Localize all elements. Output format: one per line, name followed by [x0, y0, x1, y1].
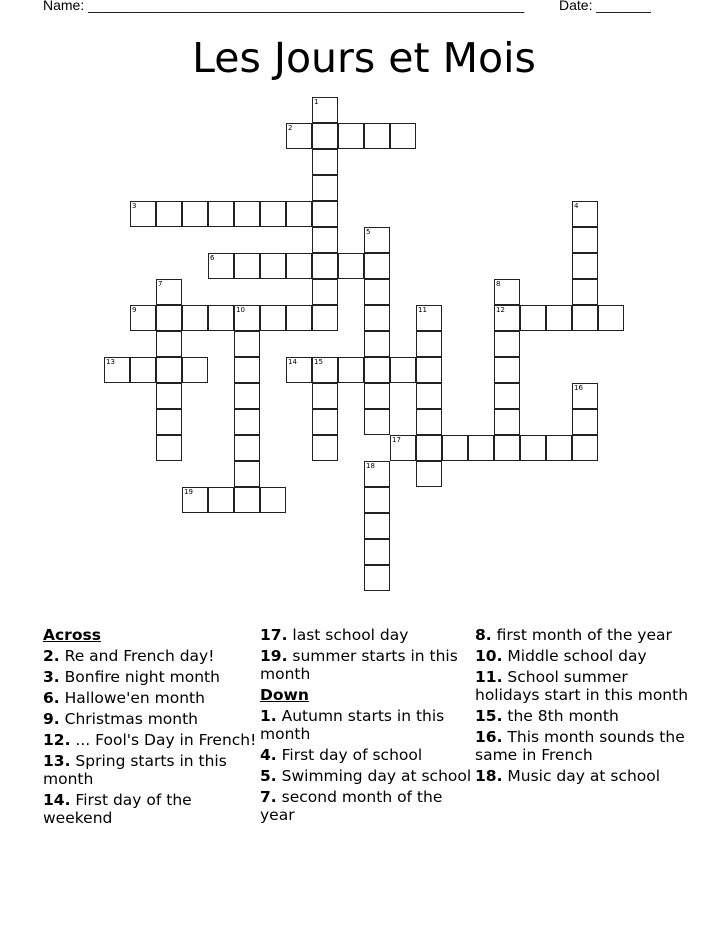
grid-cell[interactable]: [364, 227, 390, 253]
clue-number: 17.: [260, 626, 288, 644]
grid-cell[interactable]: [364, 279, 390, 305]
grid-cell[interactable]: [494, 435, 520, 461]
grid-cell[interactable]: [416, 383, 442, 409]
clue-number: 3: [132, 202, 137, 210]
grid-cell[interactable]: [416, 357, 442, 383]
clue-item: [43, 731, 258, 749]
grid-cell[interactable]: [390, 357, 416, 383]
clue-text: First day of the weekend: [43, 791, 192, 827]
grid-cell[interactable]: [234, 409, 260, 435]
clue-column-3: [475, 626, 690, 788]
grid-cell[interactable]: [572, 253, 598, 279]
clue-text: Spring starts in this month: [43, 752, 227, 788]
clue-text: first month of the year: [496, 626, 672, 644]
grid-cell[interactable]: [286, 305, 312, 331]
grid-cell[interactable]: [260, 201, 286, 227]
clue-text: Middle school day: [507, 647, 647, 665]
grid-cell[interactable]: [364, 487, 390, 513]
grid-cell[interactable]: [234, 253, 260, 279]
grid-cell[interactable]: [104, 357, 130, 383]
grid-cell[interactable]: [234, 305, 260, 331]
grid-cell[interactable]: [572, 201, 598, 227]
grid-cell[interactable]: [234, 201, 260, 227]
grid-cell[interactable]: [572, 227, 598, 253]
name-field[interactable]: Name: ________________________________________________________: [43, 0, 525, 13]
clue-number: 10: [236, 306, 245, 314]
clue-text: This month sounds the same in French: [475, 728, 685, 764]
grid-cell[interactable]: [468, 435, 494, 461]
clue-text: Swimming day at school: [281, 767, 472, 785]
clue-text: Autumn starts in this month: [260, 707, 445, 743]
clue-number: 12: [496, 306, 505, 314]
grid-cell[interactable]: [338, 357, 364, 383]
clue-text: last school day: [292, 626, 409, 644]
grid-cell[interactable]: [494, 331, 520, 357]
grid-cell[interactable]: [572, 409, 598, 435]
clue-number: 15.: [475, 707, 503, 725]
grid-cell[interactable]: [312, 357, 338, 383]
grid-cell[interactable]: [572, 383, 598, 409]
date-field[interactable]: Date: _______: [559, 0, 651, 13]
clue-number: 13: [106, 358, 115, 366]
clue-number: 11.: [475, 668, 503, 686]
grid-cell[interactable]: [260, 305, 286, 331]
clue-text: Hallowe'en month: [64, 689, 205, 707]
clue-number: 7.: [260, 788, 277, 806]
grid-cell[interactable]: [364, 331, 390, 357]
grid-cell[interactable]: [520, 435, 546, 461]
grid-cell[interactable]: [494, 305, 520, 331]
grid-cell[interactable]: [182, 201, 208, 227]
grid-cell[interactable]: [234, 331, 260, 357]
grid-cell[interactable]: [234, 461, 260, 487]
clue-item: [260, 707, 475, 743]
clue-item: [260, 767, 475, 785]
grid-cell[interactable]: [364, 539, 390, 565]
grid-cell[interactable]: [156, 409, 182, 435]
grid-cell[interactable]: [364, 513, 390, 539]
grid-cell[interactable]: [494, 279, 520, 305]
clue-number: 8: [496, 280, 501, 288]
page-title: Les Jours et Mois: [192, 34, 536, 82]
clue-number: 4: [574, 202, 579, 210]
clue-text: Christmas month: [64, 710, 199, 728]
clue-text: Bonfire night month: [64, 668, 220, 686]
clue-number: 13.: [43, 752, 71, 770]
clue-number: 1: [314, 98, 319, 106]
grid-cell[interactable]: [312, 253, 338, 279]
clue-column-1: [43, 626, 258, 830]
grid-cell[interactable]: [312, 305, 338, 331]
clue-item: [260, 746, 475, 764]
grid-cell[interactable]: [416, 435, 442, 461]
grid-cell[interactable]: [182, 487, 208, 513]
grid-cell[interactable]: [312, 227, 338, 253]
clue-text: Music day at school: [507, 767, 661, 785]
grid-cell[interactable]: [130, 305, 156, 331]
clue-item: [43, 647, 258, 665]
clue-number: 12.: [43, 731, 71, 749]
clue-item: [475, 728, 690, 764]
grid-cell[interactable]: [364, 409, 390, 435]
clue-item: [475, 767, 690, 785]
clue-text: summer starts in this month: [260, 647, 458, 683]
grid-cell[interactable]: [364, 383, 390, 409]
clue-number: 10.: [475, 647, 503, 665]
grid-cell[interactable]: [364, 565, 390, 591]
clue-number: 14: [288, 358, 297, 366]
grid-cell[interactable]: [494, 409, 520, 435]
grid-cell[interactable]: [416, 461, 442, 487]
grid-cell[interactable]: [312, 383, 338, 409]
grid-cell[interactable]: [312, 201, 338, 227]
grid-cell[interactable]: [312, 149, 338, 175]
grid-cell[interactable]: [364, 461, 390, 487]
grid-cell[interactable]: [364, 305, 390, 331]
grid-cell[interactable]: [572, 435, 598, 461]
clue-number: 6.: [43, 689, 60, 707]
grid-cell[interactable]: [286, 201, 312, 227]
grid-cell[interactable]: [546, 435, 572, 461]
grid-cell[interactable]: [416, 305, 442, 331]
grid-cell[interactable]: [338, 123, 364, 149]
grid-cell[interactable]: [156, 201, 182, 227]
grid-cell[interactable]: [312, 123, 338, 149]
clue-number: 16.: [475, 728, 503, 746]
clue-number: 16: [574, 384, 583, 392]
grid-cell[interactable]: [208, 487, 234, 513]
clue-item: [475, 668, 690, 704]
grid-cell[interactable]: [260, 487, 286, 513]
clue-number: 5: [366, 228, 371, 236]
grid-cell[interactable]: [442, 435, 468, 461]
clue-item: [475, 707, 690, 725]
grid-cell[interactable]: [312, 279, 338, 305]
clue-item: [43, 752, 258, 788]
grid-cell[interactable]: [598, 305, 624, 331]
clue-text: First day of school: [281, 746, 423, 764]
clue-item: [260, 788, 475, 824]
clue-number: 8.: [475, 626, 492, 644]
grid-cell[interactable]: [364, 123, 390, 149]
grid-cell[interactable]: [156, 305, 182, 331]
grid-cell[interactable]: [234, 487, 260, 513]
clue-number: 19: [184, 488, 193, 496]
clue-number: 18: [366, 462, 375, 470]
clue-text: the 8th month: [507, 707, 619, 725]
grid-cell[interactable]: [286, 123, 312, 149]
grid-cell[interactable]: [130, 357, 156, 383]
clue-number: 7: [158, 280, 163, 288]
grid-cell[interactable]: [546, 305, 572, 331]
grid-cell[interactable]: [208, 305, 234, 331]
clue-number: 17: [392, 436, 401, 444]
grid-cell[interactable]: [156, 357, 182, 383]
down-heading: Down: [260, 686, 309, 704]
grid-cell[interactable]: [234, 435, 260, 461]
grid-cell[interactable]: [416, 331, 442, 357]
grid-cell[interactable]: [208, 201, 234, 227]
clue-item: [43, 710, 258, 728]
clue-item: [475, 647, 690, 665]
clue-item: [43, 689, 258, 707]
grid-cell[interactable]: [572, 305, 598, 331]
clue-number: 5.: [260, 767, 277, 785]
grid-cell[interactable]: [312, 175, 338, 201]
across-heading: Across: [43, 626, 101, 644]
clue-number: 18.: [475, 767, 503, 785]
grid-cell[interactable]: [182, 357, 208, 383]
clue-number: 6: [210, 254, 215, 262]
grid-cell[interactable]: [494, 357, 520, 383]
clue-item: [43, 668, 258, 686]
clue-text: second month of the year: [260, 788, 443, 824]
grid-cell[interactable]: [520, 305, 546, 331]
clue-number: 9: [132, 306, 137, 314]
clue-number: 11: [418, 306, 427, 314]
grid-cell[interactable]: [260, 253, 286, 279]
clue-text: Re and French day!: [64, 647, 215, 665]
grid-cell[interactable]: [416, 409, 442, 435]
grid-cell[interactable]: [364, 357, 390, 383]
grid-cell[interactable]: [130, 201, 156, 227]
clue-number: 2.: [43, 647, 60, 665]
clue-number: 3.: [43, 668, 60, 686]
clue-item: [43, 791, 258, 827]
grid-cell[interactable]: [156, 435, 182, 461]
clue-number: 4.: [260, 746, 277, 764]
clue-number: 2: [288, 124, 293, 132]
grid-cell[interactable]: [364, 253, 390, 279]
grid-cell[interactable]: [156, 331, 182, 357]
grid-cell[interactable]: [182, 305, 208, 331]
clue-item: [260, 626, 475, 644]
grid-cell[interactable]: [312, 97, 338, 123]
grid-cell[interactable]: [234, 357, 260, 383]
clue-item: [260, 647, 475, 683]
grid-cell[interactable]: [156, 383, 182, 409]
grid-cell[interactable]: [208, 253, 234, 279]
clue-number: 19.: [260, 647, 288, 665]
grid-cell[interactable]: [312, 409, 338, 435]
grid-cell[interactable]: [494, 383, 520, 409]
grid-cell[interactable]: [390, 123, 416, 149]
grid-cell[interactable]: [286, 253, 312, 279]
clue-column-2: [260, 626, 475, 827]
clue-number: 1.: [260, 707, 277, 725]
grid-cell[interactable]: [572, 279, 598, 305]
grid-cell[interactable]: [234, 383, 260, 409]
grid-cell[interactable]: [156, 279, 182, 305]
grid-cell[interactable]: [338, 253, 364, 279]
clue-text: School summer holidays start in this month: [475, 668, 689, 704]
clue-item: [475, 626, 690, 644]
grid-cell[interactable]: [390, 435, 416, 461]
grid-cell[interactable]: [286, 357, 312, 383]
clue-number: 9.: [43, 710, 60, 728]
clue-text: ... Fool's Day in French!: [75, 731, 257, 749]
grid-cell[interactable]: [312, 435, 338, 461]
clue-number: 14.: [43, 791, 71, 809]
clue-number: 15: [314, 358, 323, 366]
